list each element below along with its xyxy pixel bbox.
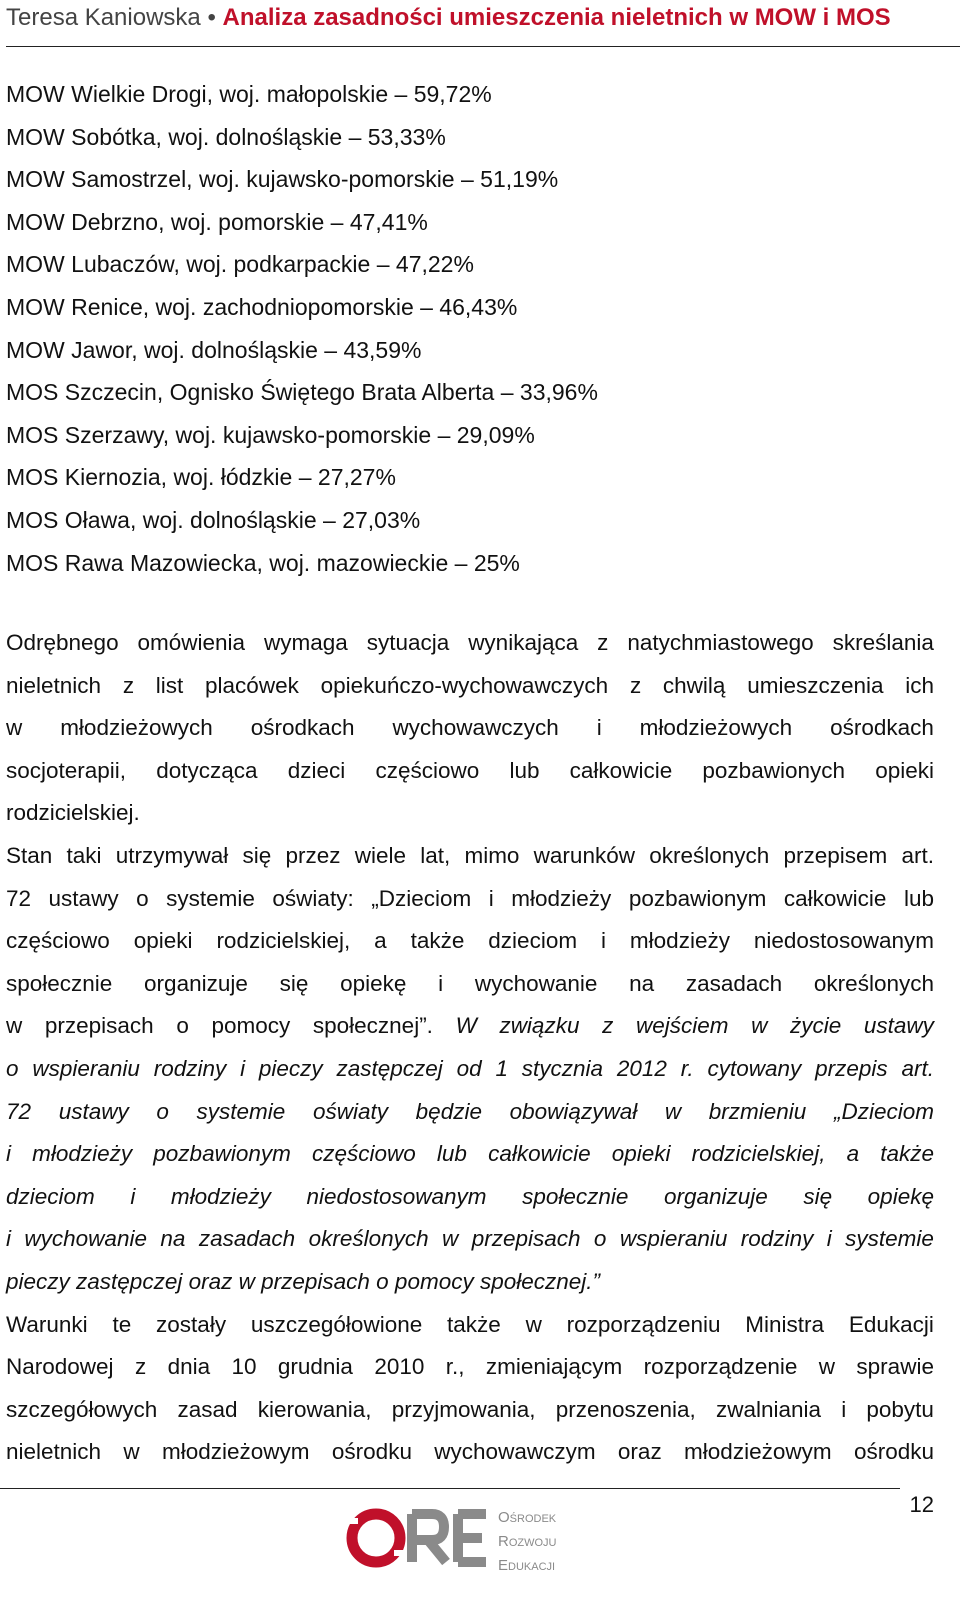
word: o [176, 1013, 189, 1039]
list-item: MOW Lubaczów, woj. podkarpackie – 47,22% [6, 251, 474, 278]
word: i [826, 1226, 832, 1252]
word: i [488, 885, 494, 911]
paragraph-2 [6, 835, 934, 1304]
word: Edukacji [848, 1311, 934, 1337]
word: młodzieżowych [60, 715, 213, 741]
word: lub [436, 1141, 467, 1167]
word: taki [66, 842, 102, 868]
word: „Dzieciom [371, 885, 472, 911]
word: omówienia [137, 630, 246, 655]
word: dzieciom [488, 928, 578, 954]
word: i [6, 1141, 11, 1167]
text-line [6, 707, 934, 750]
text-line [6, 1261, 934, 1304]
text-line [6, 1005, 934, 1048]
word: społecznie [6, 970, 113, 996]
word: art. [901, 1055, 934, 1081]
header-title: Analiza zasadności umieszczenia nieletnich w MOW i MOS [222, 4, 891, 31]
word: ich [905, 672, 934, 698]
word: pomocy [211, 1013, 291, 1039]
word: lub [903, 885, 934, 911]
word: a [374, 928, 387, 954]
word: systemie [166, 885, 255, 911]
word: o [136, 885, 149, 911]
word: pozbawionym [153, 1141, 291, 1167]
word: te [112, 1311, 132, 1337]
text-line [6, 622, 934, 665]
word: opiekuńczo-wychowawczych [320, 672, 609, 698]
word: Stan [6, 842, 53, 868]
word: przez [285, 842, 341, 868]
text-line [6, 920, 934, 963]
footer-divider [0, 1488, 900, 1489]
word: skreślania [832, 630, 934, 655]
word: i [6, 1226, 11, 1252]
word: rozporządzeniu [566, 1311, 721, 1337]
word: młodzieży [511, 885, 612, 911]
list-item: MOS Oława, woj. dolnośląskie – 27,03% [6, 506, 421, 533]
text-line [6, 963, 934, 1006]
text-span-italic: pieczy zastępczej oraz w przepisach o pomocy społecznej.” [6, 1268, 601, 1294]
word: dzieciom [6, 1183, 95, 1209]
paragraph-3 [6, 1304, 934, 1474]
word: list [155, 672, 184, 698]
word: na [160, 1226, 186, 1252]
word: opieki [133, 928, 193, 954]
word: socjoterapii, [6, 757, 127, 783]
logo-text [498, 1506, 557, 1578]
text-line [6, 1091, 934, 1134]
word: cytowany [707, 1055, 802, 1081]
word: szczegółowych [6, 1396, 158, 1422]
word: określonych [649, 842, 770, 868]
word: placówek [205, 672, 299, 698]
word: zmieniającym [485, 1354, 623, 1380]
word: ośrodku [853, 1439, 934, 1465]
word: systemie [196, 1098, 286, 1124]
page-number: 12 [909, 1492, 934, 1517]
list-item: MOS Rawa Mazowiecka, woj. mazowieckie – 25% [6, 549, 520, 576]
word: związku [499, 1013, 580, 1039]
word: ośrodkach [250, 715, 355, 741]
word: wspieraniu [619, 1226, 728, 1252]
header-line [6, 2, 891, 34]
word: oraz [617, 1439, 662, 1465]
word: wymaga [264, 630, 348, 655]
word: dnia [167, 1354, 211, 1380]
text-line [6, 835, 934, 878]
word: społecznej”. [312, 1013, 433, 1039]
word: obowiązywał [509, 1098, 638, 1124]
list-item: MOW Jawor, woj. dolnośląskie – 43,59% [6, 336, 422, 363]
word: młodzieży [629, 928, 730, 954]
word: art. [901, 842, 934, 868]
word: ustawy [863, 1013, 934, 1039]
text-line [6, 1431, 934, 1474]
word: ośrodkach [830, 715, 934, 741]
word: brzmieniu [708, 1098, 807, 1124]
word: całkowicie [569, 757, 673, 783]
word: z [597, 630, 609, 655]
word: rodzicielskiej, [216, 928, 351, 954]
word: całkowicie [783, 885, 887, 911]
word: z [629, 672, 642, 698]
word: lat, [420, 842, 451, 868]
word: r. [680, 1055, 694, 1081]
word: wynikająca [468, 630, 579, 655]
word: dotycząca [156, 757, 258, 783]
word: oświaty: [272, 885, 354, 911]
word: się [279, 970, 309, 996]
text-line [6, 1218, 934, 1261]
word: a [846, 1141, 860, 1167]
word: w [442, 1226, 459, 1252]
word: natychmiastowego [627, 630, 814, 655]
word: systemie [845, 1226, 934, 1252]
word: i [240, 1055, 246, 1081]
list-item: MOS Kiernozia, woj. łódzkie – 27,27% [6, 464, 396, 491]
word: organizuje [144, 970, 248, 996]
word: nieletnich [6, 672, 102, 698]
word: także [447, 1311, 501, 1337]
word: zasad [177, 1396, 238, 1422]
word: sprawie [856, 1354, 934, 1380]
word: „Dzieciom [833, 1098, 934, 1124]
word: rozporządzenie [643, 1354, 798, 1380]
word: ośrodku [331, 1439, 412, 1465]
word: opiekę [867, 1183, 934, 1209]
word: oświaty [312, 1098, 389, 1124]
list-item: MOW Sobótka, woj. dolnośląskie – 53,33% [6, 123, 446, 150]
word: warunków [533, 842, 635, 868]
text-line [6, 792, 934, 835]
word: z [122, 672, 135, 698]
institution-list [6, 73, 598, 584]
word: społecznie [522, 1183, 629, 1209]
word: grudnia [277, 1354, 353, 1380]
word: nieletnich [6, 1439, 102, 1465]
list-item: MOW Renice, woj. zachodniopomorskie – 46,43% [6, 293, 518, 320]
word: sytuacja [366, 630, 450, 655]
word: młodzieżowych [639, 715, 793, 741]
word: i [601, 928, 606, 954]
word: przyjmowania, [391, 1396, 536, 1422]
word: przepis [815, 1055, 888, 1081]
word: lub [509, 757, 540, 783]
word: kierowania, [257, 1396, 372, 1422]
header-divider [6, 46, 960, 47]
word: W [455, 1013, 477, 1039]
word: w [751, 1013, 768, 1039]
word: Odrębnego [6, 630, 119, 655]
word: w [6, 1013, 23, 1039]
word: będzie [415, 1098, 482, 1124]
page-header [6, 0, 960, 44]
word: 2012 [616, 1055, 667, 1081]
logo-line: Edukacji [498, 1557, 556, 1574]
word: młodzieżowym [162, 1439, 310, 1465]
text-line [6, 1346, 934, 1389]
word: i [841, 1396, 847, 1422]
word: częściowo [311, 1141, 416, 1167]
word: życie [790, 1013, 842, 1039]
word: się [242, 842, 272, 868]
paragraph-1 [6, 622, 934, 835]
word: rodziny [153, 1055, 227, 1081]
word: młodzieżowym [684, 1439, 832, 1465]
word: w [664, 1098, 682, 1124]
word: na [629, 970, 655, 996]
word: pozbawionym [628, 885, 767, 911]
text-line [6, 1133, 934, 1176]
word: organizuje [663, 1183, 768, 1209]
word: wejściem [635, 1013, 729, 1039]
word: r., [445, 1354, 465, 1380]
list-item: MOW Samostrzel, woj. kujawsko-pomorskie – 51,19% [6, 166, 559, 193]
list-item: MOW Debrzno, woj. pomorskie – 47,41% [6, 208, 428, 235]
word: opieki [875, 757, 934, 783]
word: 1 [495, 1055, 508, 1081]
word: opiekę [340, 970, 407, 996]
logo-line: Rozwoju [498, 1533, 557, 1550]
word: utrzymywał [115, 842, 229, 868]
word: z [134, 1354, 147, 1380]
word: młodzieży [32, 1141, 133, 1167]
ore-logo [340, 1500, 570, 1600]
word: pozbawionych [702, 757, 845, 783]
word: o [156, 1098, 169, 1124]
word: wychowawczym [434, 1439, 596, 1465]
text-line [6, 750, 934, 793]
word: Ministra [745, 1311, 825, 1337]
word: w [818, 1354, 836, 1380]
word: wychowanie [24, 1226, 147, 1252]
text-line [6, 1389, 934, 1432]
word: opieki [611, 1141, 671, 1167]
header-separator: • [207, 4, 216, 31]
list-item: MOW Wielkie Drogi, woj. małopolskie – 59,72% [6, 81, 492, 107]
word: wspieraniu [32, 1055, 140, 1081]
word: także [880, 1141, 934, 1167]
word: młodzieży [170, 1183, 271, 1209]
word: przepisach [44, 1013, 154, 1039]
body-text [6, 622, 934, 1474]
word: częściowo [6, 928, 110, 954]
word: ustawy [48, 885, 119, 911]
word: 2010 [374, 1354, 425, 1380]
word: wychowawczych [392, 715, 559, 741]
word: chwilą [662, 672, 726, 698]
word: zasadach [685, 970, 783, 996]
word: przenoszenia, [555, 1396, 696, 1422]
word: Warunki [6, 1311, 88, 1337]
word: określonych [813, 970, 934, 996]
word: ustawy [58, 1098, 129, 1124]
word: w [123, 1439, 140, 1465]
word: Narodowej [6, 1354, 114, 1380]
word: i [130, 1183, 136, 1209]
header-author: Teresa Kaniowska [6, 4, 201, 31]
word: rodzicielskiej, [691, 1141, 826, 1167]
word: dzieci [287, 757, 346, 783]
word: z [602, 1013, 614, 1039]
word: rodziny [740, 1226, 814, 1252]
word: zostały [156, 1311, 227, 1337]
word: wiele [354, 842, 406, 868]
word: i [438, 970, 444, 996]
list-item: MOS Szczecin, Ognisko Świętego Brata Alberta – 33,96% [6, 379, 598, 406]
list-item: MOS Szerzawy, woj. kujawsko-pomorskie – 29,09% [6, 421, 535, 448]
word: przepisach [471, 1226, 581, 1252]
word: w [525, 1311, 542, 1337]
word: mimo [464, 842, 520, 868]
word: uszczegółowione [250, 1311, 423, 1337]
word: wychowanie [474, 970, 598, 996]
word: 10 [231, 1354, 257, 1380]
text-line [6, 1304, 934, 1347]
text-line [6, 665, 934, 708]
word: niedostosowanym [306, 1183, 487, 1209]
word: w [6, 715, 23, 741]
text-line [6, 1048, 934, 1091]
word: niedostosowanym [753, 928, 934, 954]
text-span: rodzicielskiej. [6, 800, 140, 826]
word: przepisem [783, 842, 888, 868]
word: zasadach [198, 1226, 296, 1252]
word: całkowicie [488, 1141, 591, 1167]
logo-line: Ośrodek [498, 1509, 557, 1526]
word: się [803, 1183, 833, 1209]
word: stycznia [521, 1055, 604, 1081]
word: o [593, 1226, 607, 1252]
text-line [6, 1176, 934, 1219]
word: o [6, 1055, 19, 1081]
ore-logo-mark [340, 1500, 500, 1600]
word: zwalniania [715, 1396, 822, 1422]
word: od [456, 1055, 482, 1081]
word: także [410, 928, 465, 954]
word: i [596, 715, 602, 741]
text-line [6, 878, 934, 921]
word: 72 [6, 885, 32, 911]
word: częściowo [375, 757, 480, 783]
word: 72 [6, 1098, 32, 1124]
word: umieszczenia [747, 672, 884, 698]
word: pieczy [258, 1055, 323, 1081]
word: określonych [308, 1226, 429, 1252]
word: zastępczej [336, 1055, 443, 1081]
word: pobytu [866, 1396, 934, 1422]
